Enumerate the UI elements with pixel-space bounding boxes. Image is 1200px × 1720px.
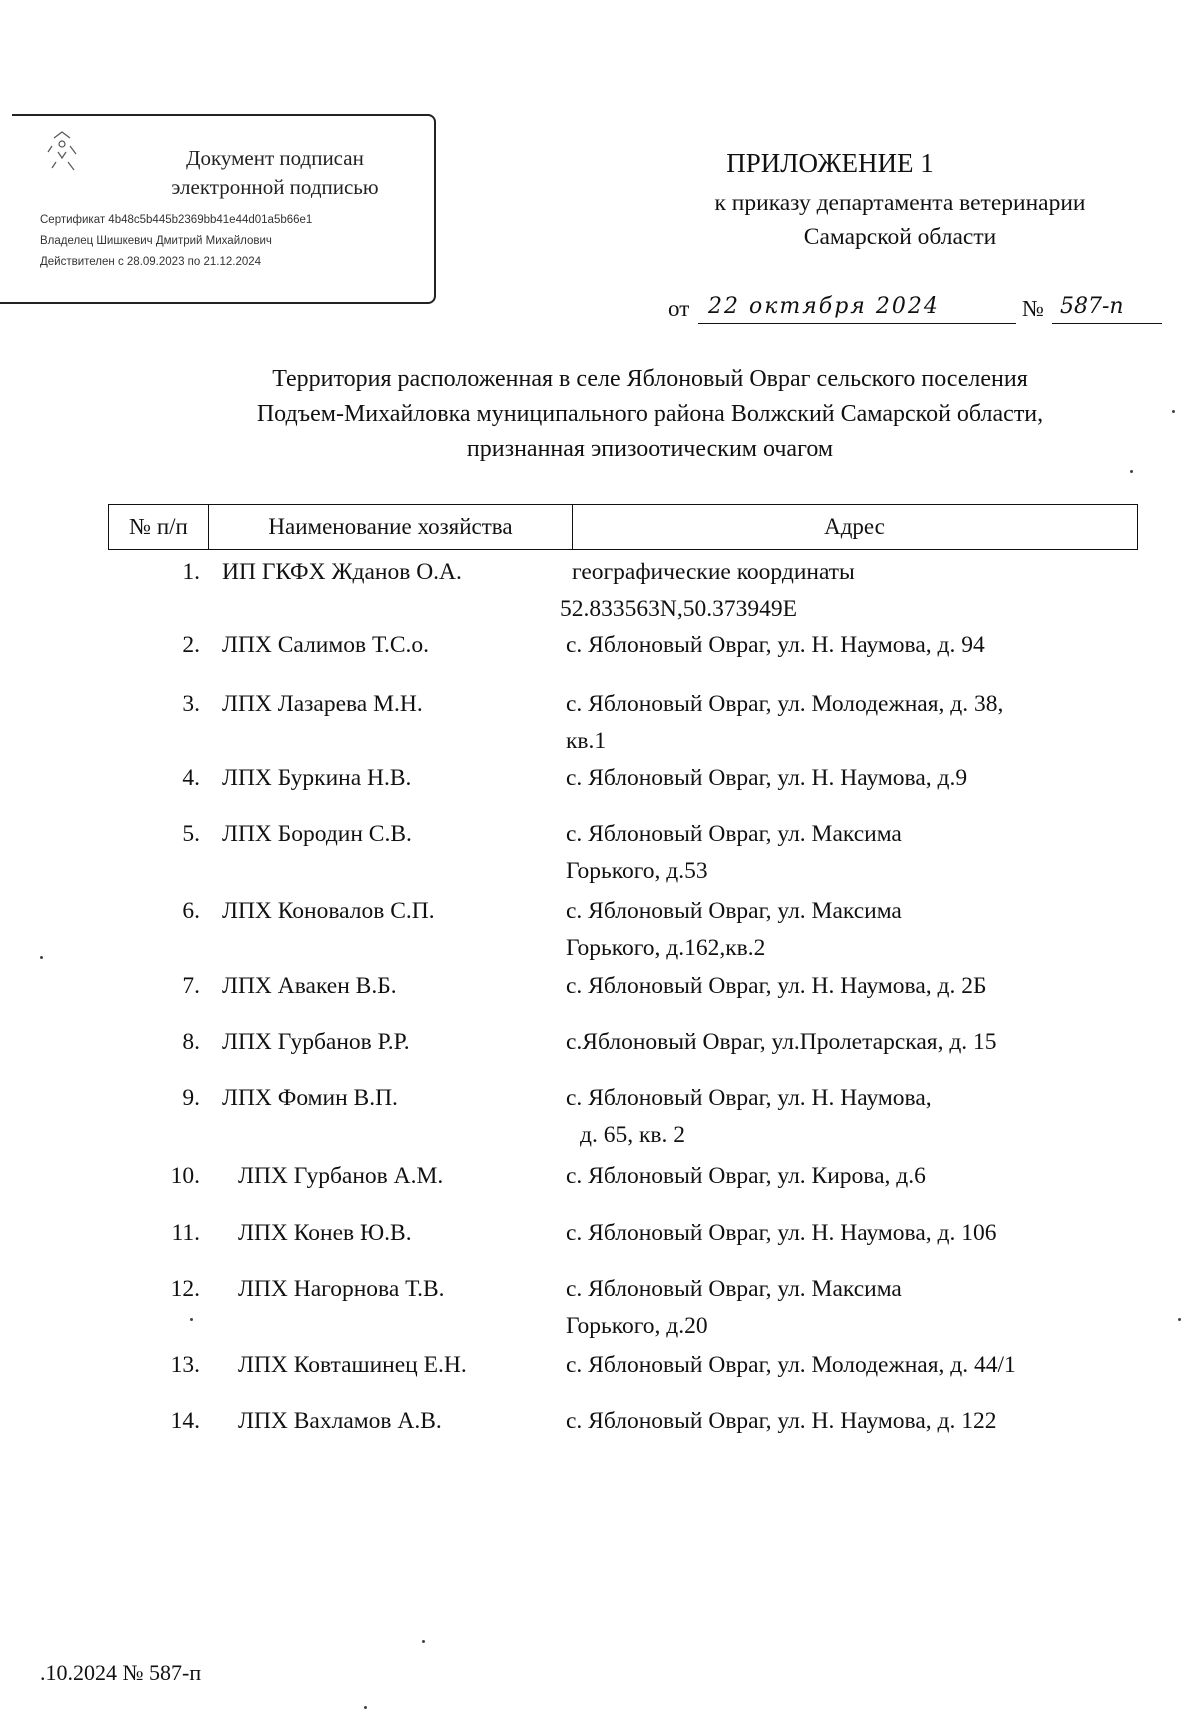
row-name: ЛПХ Ковташинец Е.Н.	[238, 1352, 467, 1378]
row-address: с. Яблоновый Овраг, ул. Н. Наумова, д.9	[566, 765, 968, 791]
heading-line1: Территория расположенная в селе Яблоновый Овраг сельского поселения	[272, 366, 1028, 392]
stamp-title-line2: электронной подписью	[171, 175, 379, 199]
scan-speck	[422, 1640, 425, 1643]
stamp-title-line1: Документ подписан	[186, 146, 364, 170]
row-address	[566, 1080, 1126, 1154]
row-number: 7.	[182, 973, 200, 999]
row-name: ЛПХ Вахламов А.В.	[238, 1408, 442, 1434]
row-name: ЛПХ Гурбанов А.М.	[238, 1163, 444, 1189]
row-name: ЛПХ Лазарева М.Н.	[222, 691, 423, 717]
heading-line2: Подъем-Михайловка муниципального района Волжский Самарской области,	[256, 401, 1044, 427]
row-address	[566, 1271, 1126, 1345]
address-line1: с. Яблоновый Овраг, ул. Молодежная, д. 38,	[566, 691, 1004, 717]
row-address: с. Яблоновый Овраг, ул. Кирова, д.6	[566, 1163, 926, 1189]
address-line1: с. Яблоновый Овраг, ул. Н. Наумова,	[566, 1085, 932, 1111]
header-address: Адрес	[824, 514, 885, 539]
row-number: 13.	[170, 1352, 200, 1378]
address-line1: с. Яблоновый Овраг, ул. Максима	[566, 1276, 902, 1302]
row-number: 10.	[170, 1163, 200, 1189]
address-line1: с. Яблоновый Овраг, ул. Максима	[566, 821, 902, 847]
address-line2: Горького, д.162,кв.2	[566, 935, 766, 961]
row-address	[560, 554, 1126, 628]
address-line2: Горького, д.20	[566, 1313, 708, 1339]
row-number: 5.	[182, 821, 200, 847]
row-name: ЛПХ Буркина Н.В.	[222, 765, 412, 791]
row-number: 9.	[182, 1085, 200, 1111]
row-address: с. Яблоновый Овраг, ул. Н. Наумова, д. 94	[566, 632, 985, 658]
table-header	[108, 504, 1138, 550]
header-number: № п/п	[109, 505, 209, 549]
scan-speck	[1130, 470, 1133, 473]
address-line1: географические координаты	[572, 559, 855, 585]
stamp-title	[140, 144, 410, 202]
territory-heading	[120, 362, 1180, 467]
order-number-label: №	[1022, 296, 1044, 321]
row-address: с. Яблоновый Овраг, ул. Н. Наумова, д. 106	[566, 1220, 997, 1246]
row-number: 8.	[182, 1029, 200, 1055]
row-address	[566, 686, 1126, 760]
row-name: ЛПХ Гурбанов Р.Р.	[222, 1029, 410, 1055]
row-address: с.Яблоновый Овраг, ул.Пролетарская, д. 15	[566, 1029, 997, 1055]
row-name: ЛПХ Коновалов С.П.	[222, 898, 435, 924]
scan-speck	[190, 1318, 193, 1321]
row-number: 6.	[182, 898, 200, 924]
address-line2: Горького, д.53	[566, 858, 708, 884]
row-number: 3.	[182, 691, 200, 717]
stamp-certificate: Сертификат 4b48c5b445b2369bb41e44d01a5b66e1	[40, 214, 313, 226]
stamp-validity: Действителен с 28.09.2023 по 21.12.2024	[40, 256, 262, 268]
emblem-icon	[40, 128, 84, 174]
row-name: ЛПХ Фомин В.П.	[222, 1085, 398, 1111]
row-name: ЛПХ Нагорнова Т.В.	[238, 1276, 445, 1302]
order-number: 587-п	[1052, 294, 1162, 324]
appendix-subtitle-line2: Самарской области	[803, 224, 997, 250]
row-number: 12.	[170, 1276, 200, 1302]
row-address: с. Яблоновый Овраг, ул. Н. Наумова, д. 122	[566, 1408, 997, 1434]
row-address: с. Яблоновый Овраг, ул. Молодежная, д. 44/1	[566, 1352, 1016, 1378]
row-number: 4.	[182, 765, 200, 791]
row-address	[566, 893, 1126, 967]
scan-speck	[1178, 1318, 1181, 1321]
stamp-owner: Владелец Шишкевич Дмитрий Михайлович	[40, 235, 272, 247]
row-address: с. Яблоновый Овраг, ул. Н. Наумова, д. 2Б	[566, 973, 987, 999]
row-name: ЛПХ Салимов Т.С.о.	[222, 632, 430, 658]
row-name: ЛПХ Бородин С.В.	[222, 821, 412, 847]
order-prefix: от	[668, 296, 690, 321]
order-date: 22 октября 2024	[698, 294, 1016, 324]
row-number: 1.	[182, 559, 200, 585]
address-line2: кв.1	[566, 728, 607, 754]
row-name: ЛПХ Конев Ю.В.	[238, 1220, 412, 1246]
appendix-subtitle-line1: к приказу департамента ветеринарии	[714, 190, 1086, 216]
row-address	[566, 816, 1126, 890]
row-number: 11.	[171, 1220, 200, 1246]
scan-speck	[364, 1706, 367, 1709]
address-line1: с. Яблоновый Овраг, ул. Максима	[566, 898, 902, 924]
row-number: 2.	[182, 632, 200, 658]
row-name: ЛПХ Авакен В.Б.	[222, 973, 397, 999]
footer-order-reference: .10.2024 № 587-п	[40, 1660, 202, 1685]
scan-speck	[1172, 410, 1175, 413]
header-name: Наименование хозяйства	[209, 505, 573, 549]
stamp-divider	[0, 302, 40, 304]
row-number: 14.	[170, 1408, 200, 1434]
row-name: ИП ГКФХ Жданов О.А.	[222, 559, 462, 585]
heading-line3: признанная эпизоотическим очагом	[466, 436, 834, 462]
scan-speck	[40, 956, 43, 959]
appendix-title: ПРИЛОЖЕНИЕ 1	[726, 148, 934, 178]
address-line2: 52.833563N,50.373949E	[560, 596, 797, 622]
address-line2: д. 65, кв. 2	[580, 1122, 685, 1148]
